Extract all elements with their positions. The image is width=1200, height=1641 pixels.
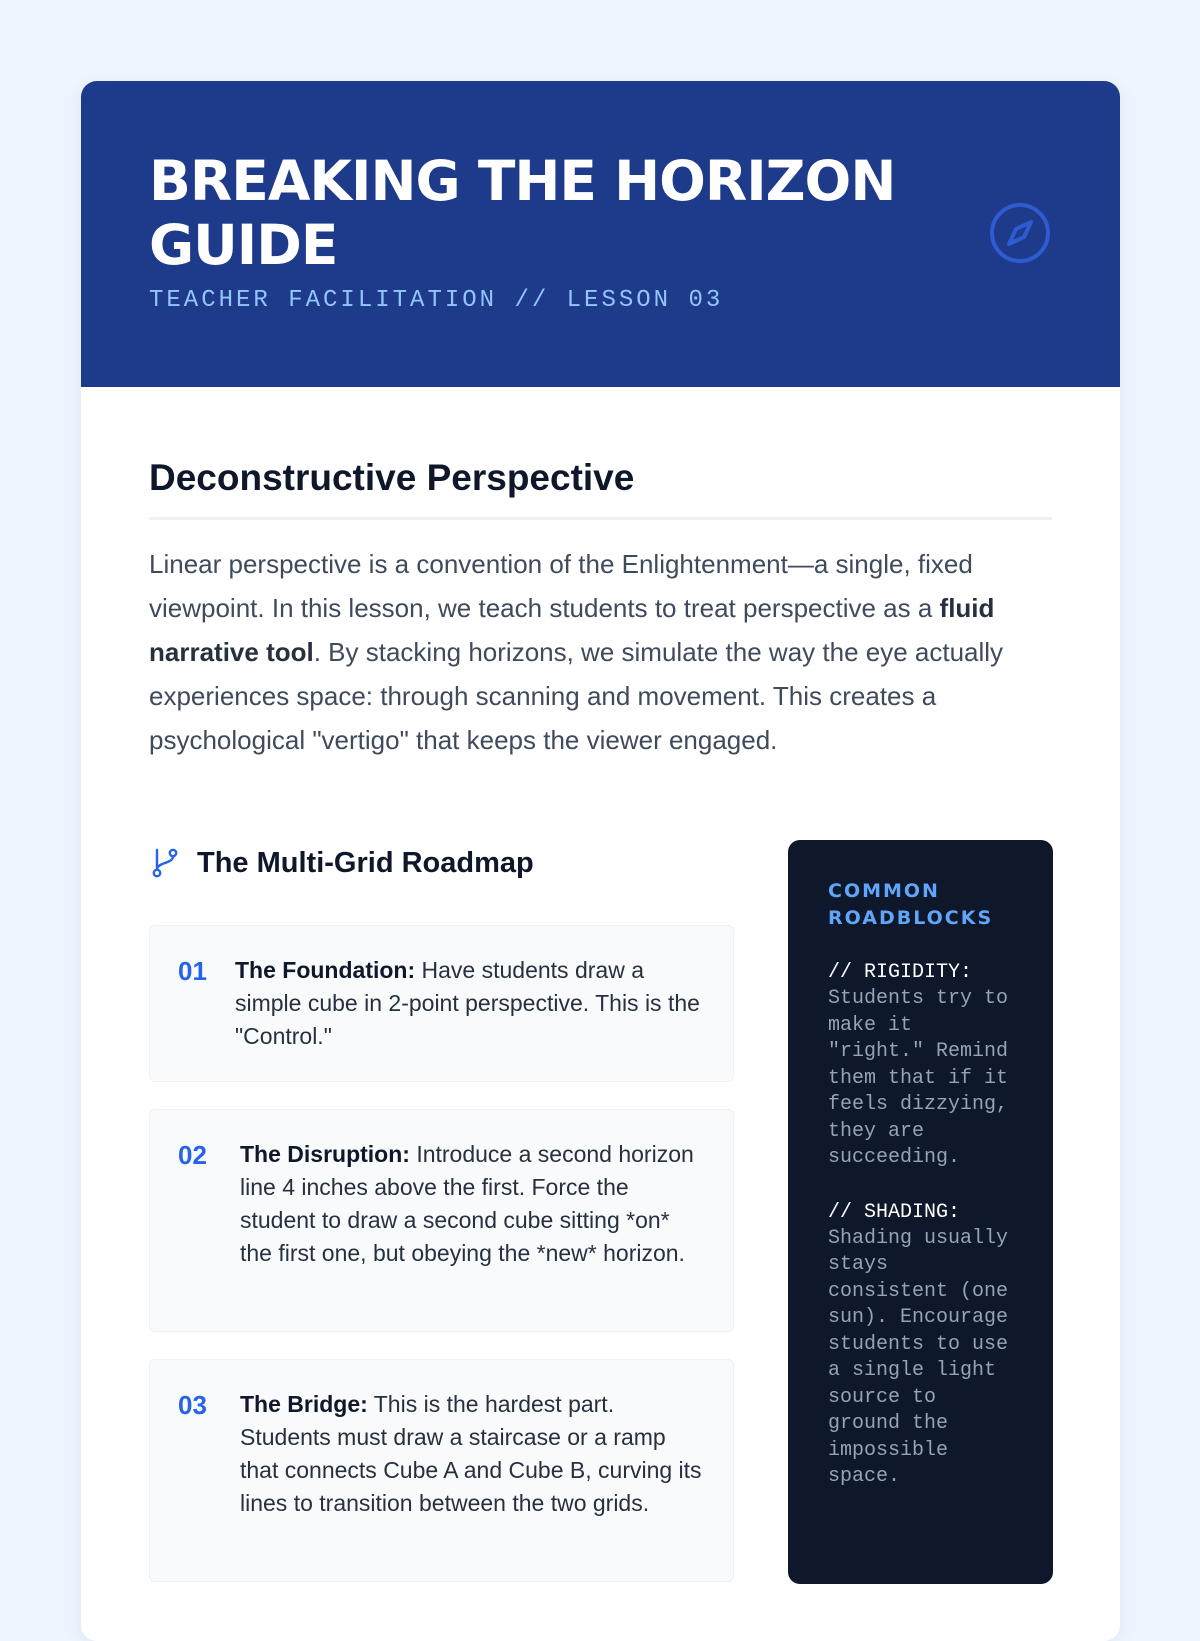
roadblock-item: [828, 1200, 1015, 1491]
step-body: Introduce a second horizon line 4 inches above the first. Force the student to draw a second cube sitting *on* the first one, but obeying the *new* horizon.: [240, 1141, 694, 1266]
intro-text-bold: fluid narrative tool: [149, 593, 995, 667]
roadblocks-title: COMMON ROADBLOCKS: [828, 880, 994, 929]
roadmap-title: The Multi-Grid Roadmap: [197, 846, 534, 879]
roadblock-heading: // RIGIDITY:: [828, 961, 973, 984]
step-text: [240, 1138, 707, 1270]
page-subtitle: TEACHER FACILITATION // LESSON 03: [149, 287, 724, 314]
roadblocks-panel: [788, 840, 1053, 1584]
intro-text-end: . By stacking horizons, we simulate the way the eye actually experiences space: through scanning and movement. This creates a psychological "vertigo" that keeps the viewer engaged.: [149, 637, 1004, 755]
lesson-content: [81, 387, 1120, 1600]
roadblock-body: Students try to make it "right." Remind them that if it feels dizzying, they are succeeding.: [828, 987, 1009, 1169]
roadblock-item: [828, 960, 1015, 1172]
step-text: [240, 1388, 707, 1520]
roadmap-header: [149, 840, 734, 886]
step-label: The Disruption:: [240, 1141, 410, 1167]
intro-paragraph: [149, 542, 1052, 762]
git-branch-icon: [149, 847, 181, 879]
lesson-card: [81, 81, 1120, 1641]
intro-text-start: Linear perspective is a convention of the Enlightenment—a single, fixed viewpoint. In this lesson, we teach students to treat perspective as a: [149, 549, 973, 623]
roadmap-step: [149, 1359, 734, 1582]
step-number: 01: [178, 956, 207, 986]
section-heading: Deconstructive Perspective: [149, 457, 1052, 520]
step-number: 03: [178, 1390, 207, 1420]
roadblock-body: Shading usually stays consistent (one sun). Encourage students to use a single light source to ground the impossible space.: [828, 1226, 1009, 1488]
step-label: The Bridge:: [240, 1391, 368, 1417]
page-title: BREAKING THE HORIZON GUIDE: [149, 149, 896, 277]
roadblock-heading: // SHADING:: [828, 1200, 961, 1224]
step-text: [235, 954, 707, 1053]
compass-icon: [988, 201, 1052, 265]
lower-section: [149, 840, 1052, 1600]
roadmap-step: [149, 1109, 734, 1332]
roadmap-column: [149, 840, 734, 1516]
step-label: The Foundation:: [235, 957, 416, 983]
roadmap-step: [149, 925, 734, 1082]
step-body: This is the hardest part. Students must draw a staircase or a ramp that connects Cube A and Cube B, curving its lines to transition between the two grids.: [240, 1391, 702, 1516]
step-number: 02: [178, 1140, 207, 1170]
lesson-header: [81, 81, 1120, 387]
step-body: Have students draw a simple cube in 2-point perspective. This is the "Control.": [235, 957, 700, 1049]
